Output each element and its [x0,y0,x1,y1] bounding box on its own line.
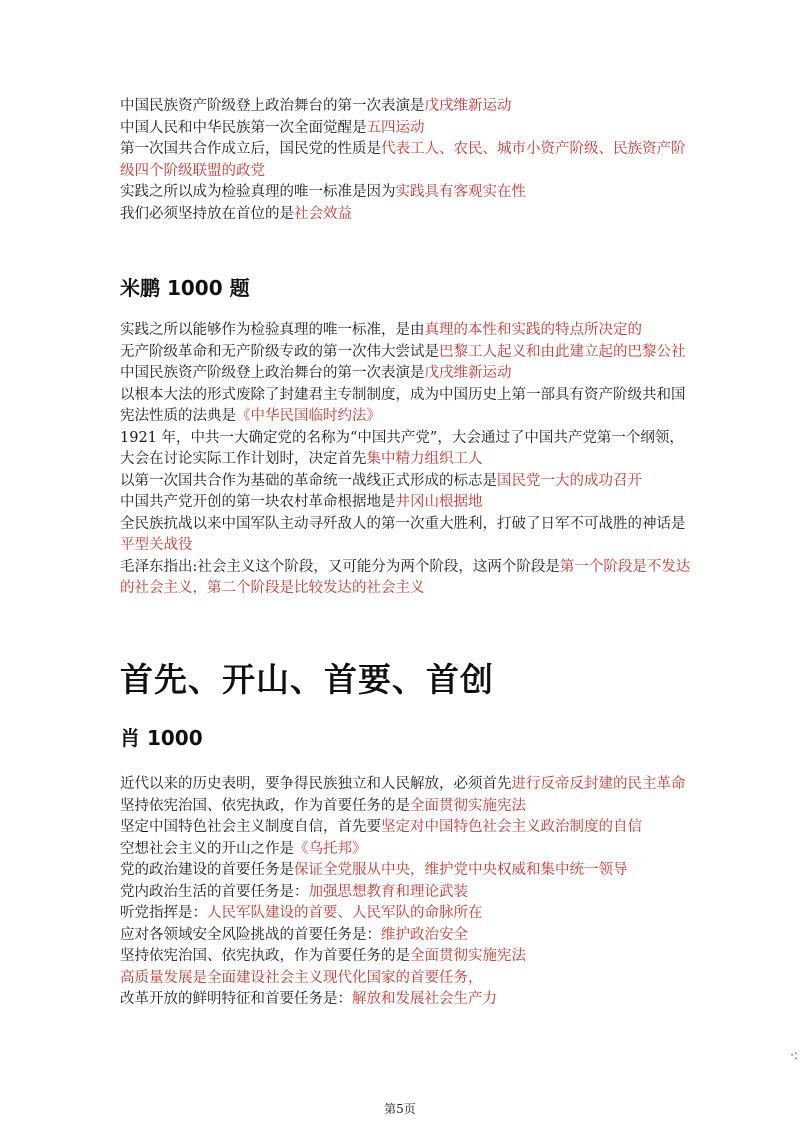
answer-text: 解放和发展社会生产力 [352,991,497,1007]
question-text: 坚持依宪治国、依宪执政，作为首要任务的是 [120,948,410,964]
question-text: 听党指挥是： [120,905,207,921]
question-text: 高质量发展 [120,969,193,986]
section-mipeng [120,320,692,600]
list-item [120,839,692,861]
question-text: 应对各领域安全风险挑战的首要任务是： [120,926,381,943]
answer-text: 戊戌维新运动 [424,365,512,381]
list-item [120,860,692,882]
answer-text: 维护政治安全 [381,926,468,943]
list-item [120,471,692,493]
section-heading-xiao: 肖 1000 [120,726,203,750]
list-item [120,882,692,904]
list-item [120,557,692,600]
answer-text: 国民党一大的成功召开 [497,472,642,489]
question-text: 空想社会主义的开山之作是 [120,840,294,857]
answer-text: 是全面建设社会主义现代化国家的首要任务， [192,969,483,986]
answer-text: 井冈山根据地 [395,494,483,510]
topic-heading: 首先、开山、首要、首创 [120,660,494,699]
question-text: 以第一次国共合作为基础的革命统一战线正式形成的标志是 [120,472,497,489]
question-text: 中国民族资产阶级登上政治舞台的第一次表演是 [120,98,425,114]
answer-text: 代表工人、农民、城市小资产阶级、民族资产阶级四个阶级联盟的政党 [120,141,686,179]
list-item [120,989,692,1011]
question-text: 坚持依宪治国、依宪执政，作为首要任务的是 [120,797,410,814]
list-item [120,385,692,428]
answer-text: 全面贯彻实施宪法 [410,948,526,964]
question-text: 中国共产党开创的第一块农村革命根据地是 [120,494,396,510]
list-item [120,96,692,118]
page-number: 第5页 [384,1102,416,1116]
list-item [120,204,692,226]
question-text: 改革开放的鲜明特征和首要任务是： [120,991,352,1007]
list-item [120,514,692,557]
list-item [120,428,692,471]
question-text: 我们必须坚持放在首位的是 [120,205,294,222]
answer-text: 巴黎工人起义和由此建立起的巴黎公社 [439,343,686,360]
question-text: 党的政治建设的首要任务是 [120,862,294,878]
question-text: 全民族抗战以来中国军队主动寻歼敌人的第一次重大胜利，打破了日军不可战胜的神话是 [120,515,686,532]
list-item [120,817,692,839]
list-item [120,118,692,140]
answer-text: 第一个阶段是不发达的社会主义，第二个阶段是比较发达的社会主义 [120,558,691,596]
list-item [120,903,692,925]
question-text: 实践之所以成为检验真理的唯一标准是因为 [120,184,396,200]
list-item [120,363,692,385]
question-text: 以根本大法的形式废除了封建君主专制制度，成为中国历史上第一部具有资产阶级共和国宪法性质的法典是 [120,386,686,424]
edge-mark: ·: [790,1048,798,1062]
list-item [120,774,692,796]
list-item [120,796,692,818]
question-text: 毛泽东指出:社会主义这个阶段，又可能分为两个阶段，这两个阶段是 [120,558,560,575]
question-text: 实践之所以能够作为检验真理的唯一标准，是由 [120,322,425,338]
answer-text: 全面贯彻实施宪法 [410,797,526,814]
answer-text: 《中华民国临时约法》 [236,408,381,424]
answer-text: 加强思想教育和理论武装 [308,883,468,900]
answer-text: 进行反帝反封建的民主革命 [511,776,686,792]
section-heading-mipeng: 米鹏 1000 题 [120,276,250,300]
answer-text: 保证全党服从中央，维护党中央权威和集中统一领导 [294,862,628,878]
question-text: 1921 年，中共一大确定党的名称为“中国共产党”，大会通过了中国共产党第一个纲领，大会在讨论实际工作计划时，决定首先 [120,429,684,467]
answer-text: 坚定对中国特色社会主义政治制度的自信 [381,819,642,835]
answer-text: 社会效益 [294,205,352,222]
question-text: 中国民族资产阶级登上政治舞台的第一次表演是 [120,365,425,381]
answer-text: 《乌托邦》 [294,840,367,857]
list-item [120,968,692,990]
question-text: 坚定中国特色社会主义制度自信，首先要 [120,819,381,835]
list-item [120,492,692,514]
list-item [120,946,692,968]
answer-text: 人民军队建设的首要、人民军队的命脉所在 [207,905,483,921]
list-item [120,139,692,182]
question-text: 党内政治生活的首要任务是： [120,883,309,900]
answer-text: 实践具有客观实在性 [395,184,526,200]
section-top [120,96,692,225]
question-text: 中国人民和中华民族第一次全面觉醒是 [120,119,367,136]
list-item [120,182,692,204]
list-item [120,320,692,342]
answer-text: 五四运动 [366,119,425,136]
answer-text: 集中精力组织工人 [366,451,483,467]
list-item [120,342,692,364]
question-text: 第一次国共合作成立后，国民党的性质是 [120,141,381,157]
answer-text: 戊戌维新运动 [424,98,512,114]
answer-text: 真理的本性和实践的特点所决定的 [424,322,642,338]
question-text: 近代以来的历史表明，要争得民族独立和人民解放，必须首先 [120,776,512,792]
list-item [120,925,692,947]
question-text: 无产阶级革命和无产阶级专政的第一次伟大尝试是 [120,343,439,360]
section-xiao [120,774,692,1011]
answer-text: 平型关战役 [120,537,193,553]
